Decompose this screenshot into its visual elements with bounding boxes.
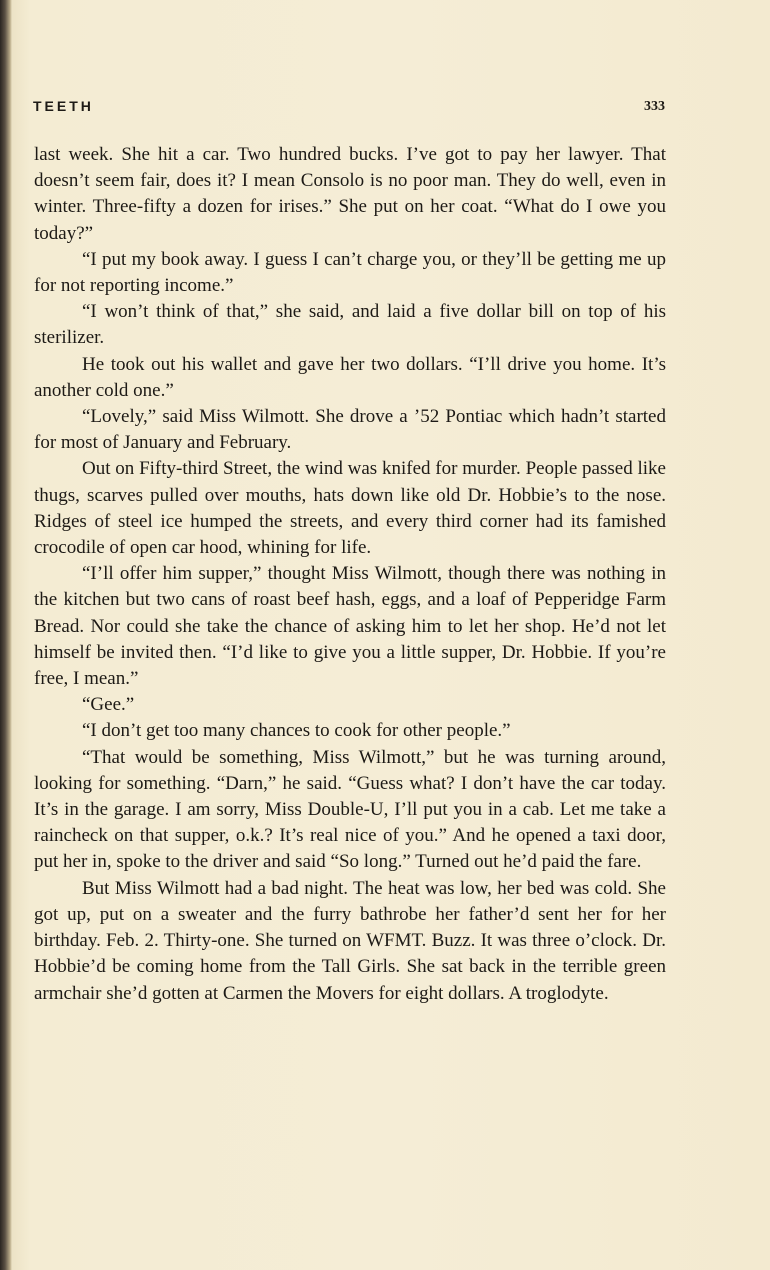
body-text xyxy=(34,142,666,1007)
paragraph: He took out his wallet and gave her two dollars. “I’ll drive you home. It’s another cold one.” xyxy=(34,353,666,401)
page-gutter-shadow xyxy=(0,0,12,1270)
paragraph: But Miss Wilmott had a bad night. The heat was low, her bed was cold. She got up, put on a sweater and the furry bathrobe her father’d sent her for her birthday. Feb. 2. Thirty-one. She turned on WFMT. Buzz. It was three o’clock. Dr. Hobbie’d be coming home from the Tall Girls. She sat back in the terrible green armchair she’d gotten at Carmen the Movers for eight dollars. A troglodyte. xyxy=(34,877,666,1004)
paragraph: “I don’t get too many chances to cook for other people.” xyxy=(82,720,511,742)
running-head xyxy=(33,98,665,118)
paragraph-continued: last week. She hit a car. Two hundred bucks. I’ve got to pay her lawyer. That doesn’t seem fair, does it? I mean Consolo is no poor man. They do well, even in winter. Three-fifty a dozen for irises.” She put on her coat. “What do I owe you today?” xyxy=(34,144,666,244)
page-number: 333 xyxy=(644,99,665,114)
paragraph: “Lovely,” said Miss Wilmott. She drove a ’52 Pontiac which hadn’t started for most of January and February. xyxy=(34,406,666,454)
paragraph: “I’ll offer him supper,” thought Miss Wilmott, though there was nothing in the kitchen but two cans of roast beef hash, eggs, and a loaf of Pepperidge Farm Bread. Nor could she take the chance of asking him to let her shop. He’d not let himself be invited then. “I’d like to give you a little supper, Dr. Hobbie. If you’re free, I mean.” xyxy=(34,563,666,690)
paragraph: “I won’t think of that,” she said, and laid a five dollar bill on top of his sterilizer. xyxy=(34,301,666,349)
paragraph: “That would be something, Miss Wilmott,” but he was turning around, looking for something. “Darn,” he said. “Guess what? I don’t have the car today. It’s in the garage. I am sorry, Miss Double-U, I’ll put you in a cab. Let me take a raincheck on that supper, o.k.? It’s real nice of you.” And he opened a taxi door, put her in, spoke to the driver and said “So long.” Turned out he’d paid the fare. xyxy=(34,746,666,873)
paragraph: “Gee.” xyxy=(82,694,135,716)
paragraph: Out on Fifty-third Street, the wind was knifed for murder. People passed like thugs, scarves pulled over mouths, hats down like old Dr. Hobbie’s to the nose. Ridges of steel ice humped the streets, and every third corner had its famished crocodile of open car hood, whining for life. xyxy=(34,458,666,559)
paragraph: “I put my book away. I guess I can’t charge you, or they’ll be getting me up for not reporting income.” xyxy=(34,248,666,297)
running-title: TEETH xyxy=(33,98,94,114)
